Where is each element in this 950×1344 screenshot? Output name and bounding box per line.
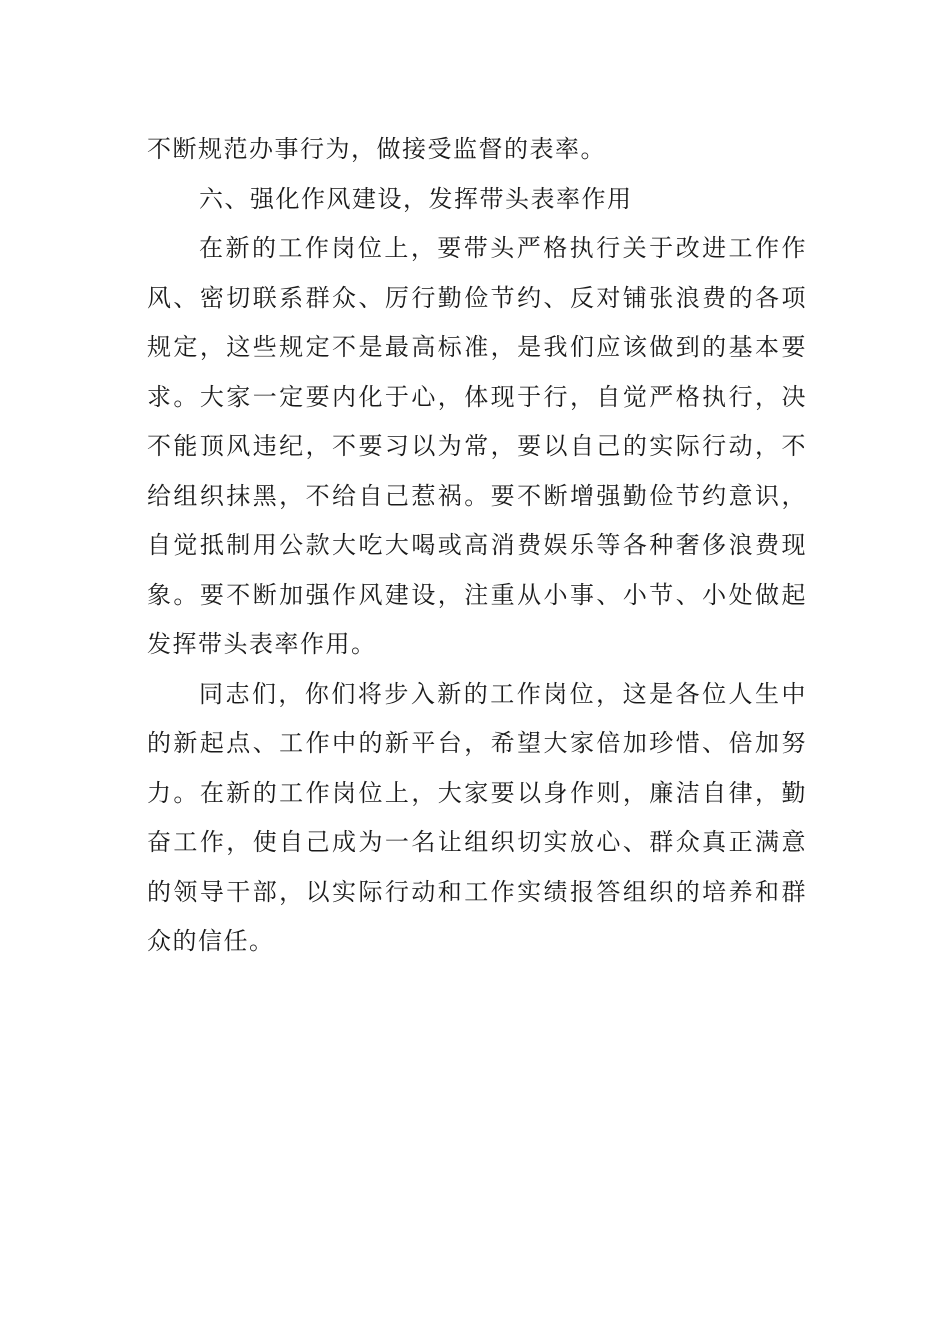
section-heading: 六、强化作风建设，发挥带头表率作用 xyxy=(199,184,633,213)
paragraph-body: 在新的工作岗位上，要带头严格执行关于改进工作作风、密切联系群众、厉行勤俭节约、反对铺张浪费的各项规定，这些规定不是最高标准，是我们应该做到的基本要求。大家一定要内化于心，体现于行，自觉严格执行，决不能顶风违纪，不要习以为常，要以自己的实际行动，不给组织抹黑，不给自己惹祸。要不断增强勤俭节约意识，自觉抵制用公款大吃大喝或高消费娱乐等各种奢侈浪费现象。要不断加强作风建设，注重从小事、小节、小处做起发挥带头表率作用。 xyxy=(147,234,807,658)
document-body xyxy=(147,125,807,967)
paragraph-continuation: 不断规范办事行为，做接受监督的表率。 xyxy=(147,135,606,163)
paragraph-closing: 同志们，你们将步入新的工作岗位，这是各位人生中的新起点、工作中的新平台，希望大家倍加珍惜、倍加努力。在新的工作岗位上，大家要以身作则，廉洁自律，勤奋工作，使自己成为一名让组织切实放心、群众真正满意的领导干部，以实际行动和工作实绩报答组织的培养和群众的信任。 xyxy=(147,679,807,955)
